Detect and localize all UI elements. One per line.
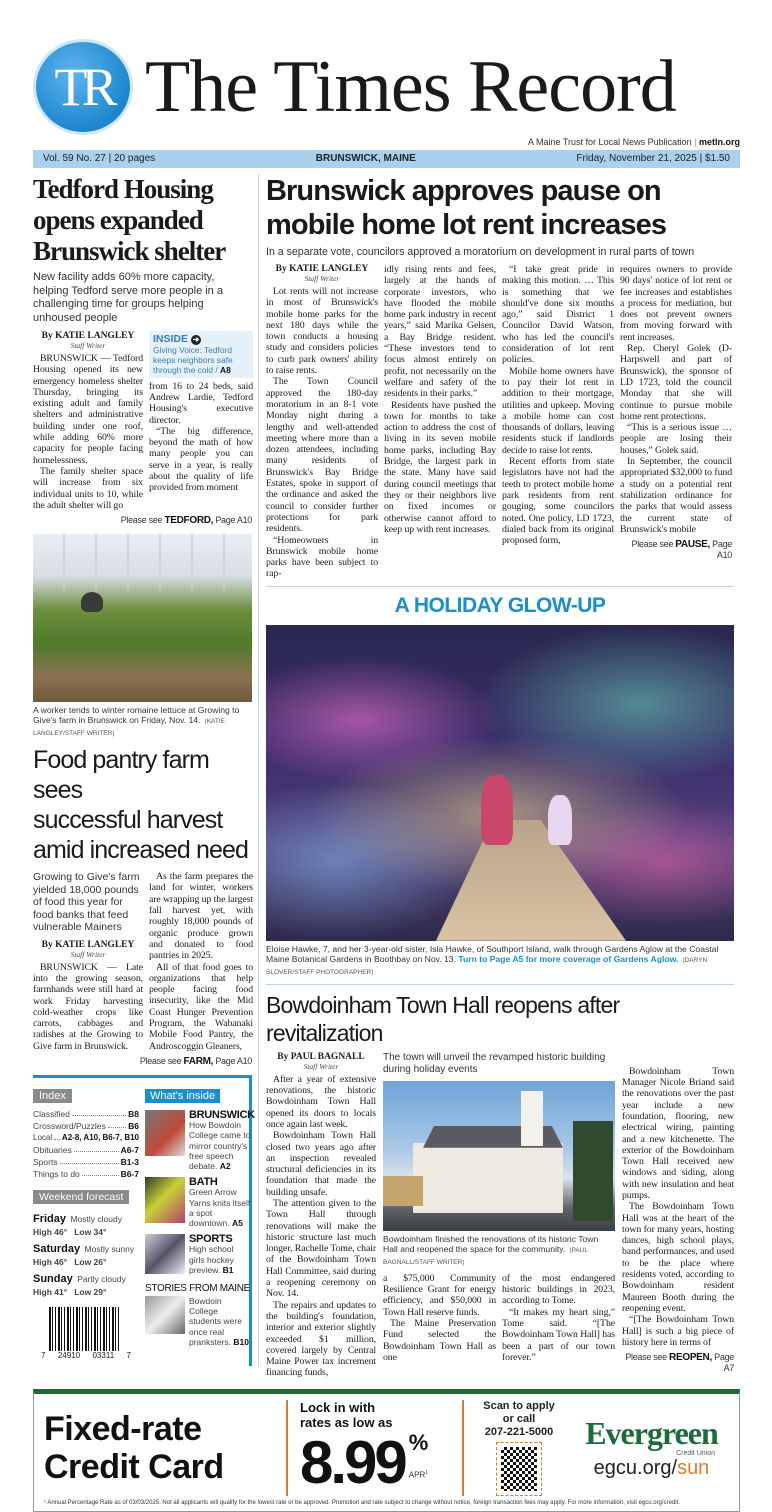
ad-rate-block <box>300 1400 450 1496</box>
paragraph: The family shelter space will increase from six individual units to 10, while the adult shelter will go <box>33 465 143 511</box>
brand-subtitle: Credit Union <box>676 1449 715 1457</box>
tedford-deck: New facility adds 60% more capacity, helping Tedford serve more people in a challenging time for groups helping unhoused people <box>33 271 223 324</box>
holiday-kicker: A HOLIDAY GLOW-UP <box>394 593 606 617</box>
paragraph: from 16 to 24 beds, said Andrew Lardie, Tedford Housing's executive director. <box>149 380 253 426</box>
byline <box>266 264 378 284</box>
byline-role: Staff Writer <box>70 341 106 350</box>
farm-col2 <box>149 871 253 1052</box>
masthead <box>33 38 740 136</box>
photo-credit: (DARYN SLOVER/STAFF PHOTOGRAPHER) <box>266 956 708 976</box>
paragraph: The repairs and updates to the building's foundation, interior and exterior slightly exceeded $1 million, covered largely by Central Maine Power tax increment financing funds, <box>266 1299 376 1379</box>
front-page <box>33 0 740 1512</box>
paragraph: requires owners to provide 90 days' notice of lot rent or fee increases and establishes a process for mediation, but does not prevent owners from moving forward with rent increases. <box>620 264 732 343</box>
ad-headline-line: Fixed-rate <box>44 1409 202 1448</box>
ad-phone[interactable]: 207-221-5000 <box>484 1425 554 1438</box>
forecast-day: Friday Mostly cloudy <box>33 1213 122 1226</box>
barcode <box>49 1307 119 1351</box>
thumbnail <box>145 1296 185 1334</box>
paragraph: “[The Bowdoinham Town Hall] is such a big piece of history here in terms of <box>622 1314 734 1348</box>
ad-divider <box>286 1400 288 1496</box>
main-body <box>266 264 734 580</box>
index-page: A6-7 <box>120 1145 139 1156</box>
tagline-separator: | <box>694 137 697 147</box>
index-title: Index <box>33 1089 72 1103</box>
farm-headline <box>33 745 252 865</box>
inside-box[interactable] <box>149 331 253 378</box>
index-row[interactable] <box>33 1144 139 1156</box>
bowdoinham-col1 <box>266 1052 376 1379</box>
headline-line: opens expanded <box>33 205 203 235</box>
town-hall-photo <box>383 1081 615 1231</box>
bowdoinham-col2 <box>383 1273 496 1363</box>
jump-prefix: Please see <box>120 515 163 526</box>
ad-headline <box>44 1410 274 1486</box>
forecast-day: Saturday Mostly sunny <box>33 1243 135 1256</box>
index-and-forecast <box>33 1086 139 1360</box>
paragraph: Mobile home owners have to pay their lot rent in addition to their mortgage, utilities and upkeep. Moving a mobile home can cost thousands of dollars, leaving residents stuck if landlords decide to raise lot rents. <box>502 365 614 456</box>
byline-role: Staff Writer <box>304 274 340 283</box>
barcode-digits: 7 24910 03311 7 <box>41 1351 131 1361</box>
farm-body <box>33 871 252 1052</box>
byline-name: By KATIE LANGLEY <box>41 939 135 950</box>
main-col3 <box>502 264 614 580</box>
inside-label: INSIDE <box>153 333 189 345</box>
jump-page: Page A10 <box>712 539 732 561</box>
bowdoinham-headline: Bowdoinham Town Hall reopens after revitalization <box>266 991 620 1046</box>
ad-disclaimer: ¹ Annual Percentage Rate as of 03/03/2025. Not all applicants will qualify for the lowest rate or be approved. Promotion and rate subject to change without notice, foreign transaction fees may apply. For more information, visit egcu.org/credit. <box>44 1499 680 1506</box>
paragraph: After a year of extensive renovations, the historic Bowdoinham Town Hall opened its doors to locals once again last week. <box>266 1073 376 1130</box>
paragraph: “This is a serious issue … people are losing their houses,” Golek said. <box>620 422 732 456</box>
index-list <box>33 1108 139 1180</box>
photo-credit: (KATIE LANGLEY/STAFF WRITER) <box>33 718 225 738</box>
main-jump-link[interactable] <box>620 539 732 560</box>
paragraph: As the farm prepares the land for winter, workers are wrapping up the largest fall harvest yet, with roughly 18,000 pounds of organic produce grown and donated to food pantries in 2025. <box>149 871 253 962</box>
whats-inside-item[interactable]: SPORTS High school girls hockey preview. B1 <box>145 1234 251 1275</box>
tagline-text: A Maine Trust for Local News Publication <box>528 137 692 147</box>
paragraph: Lot rents will not increase in most of Brunswick's mobile home parks for the next 180 days while the town conducts a housing study and considers policies to curb park owners' ability to raise rents. <box>266 286 378 377</box>
jump-page: Page A10 <box>215 515 252 526</box>
whats-inside-title: What's inside <box>145 1089 220 1103</box>
index-page: B6 <box>128 1121 139 1132</box>
tagline <box>33 136 740 148</box>
ad-percent: % <box>408 1429 429 1455</box>
jump-prefix: Please see <box>631 539 674 550</box>
right-column <box>266 174 734 1379</box>
gardens-aglow-link[interactable]: Turn to Page A5 for more coverage of Gardens Aglow. <box>458 953 679 964</box>
ad-headline-line: Credit Card <box>44 1447 224 1486</box>
byline-role: Staff Writer <box>303 1061 339 1071</box>
index-label: Things to do <box>33 1169 80 1180</box>
town-hall-photo-caption <box>383 1234 615 1268</box>
tedford-headline <box>33 174 252 267</box>
paragraph: “The big difference, beyond the math of how many people you can serve in a year, is really about the quality of life provided from moment <box>149 425 253 494</box>
location: BRUNSWICK, MAINE <box>315 153 416 164</box>
thumbnail <box>145 1110 185 1156</box>
index-label: Local <box>33 1133 53 1143</box>
byline-name: By PAUL BAGNALL <box>277 1051 365 1062</box>
index-page: B6-7 <box>120 1169 139 1180</box>
forecast-temps: High 46° Low 26° <box>33 1257 107 1268</box>
index-label: Sports <box>33 1157 58 1168</box>
byline-name: By KATIE LANGLEY <box>275 264 369 274</box>
byline <box>33 940 143 960</box>
paragraph: The attention given to the Town Hall through renovations will make the historic structure last much longer, Rachelle Tome, chair of the Bowdoinham Town Hall Committee, said during a reopening ceremony on Nov. 14. <box>266 1197 376 1300</box>
index-page: A2-8, A10, B6-7, B10 <box>61 1133 139 1143</box>
paragraph: BRUNSWICK — Tedford Housing opened its new emergency homeless shelter Thursday, bringing its existing adult and family shelters and administrative building under one roof, while adding 60% more capacity for people facing homelessness. <box>33 353 143 466</box>
thumbnail <box>145 1177 185 1223</box>
paragraph: Recent efforts from state legislators have not had the teeth to protect mobile home park residents from rent gouging, some councilors noted. One policy, LD 1723, dialed back from its original proposed form, <box>502 456 614 547</box>
whats-inside-item[interactable]: BRUNSWICK How Bowdoin College came to mirror country's free speech debate. A2 <box>145 1110 251 1171</box>
section-divider <box>266 984 734 985</box>
gardens-aglow-photo <box>266 625 734 941</box>
weekend-forecast <box>33 1209 139 1297</box>
paragraph: Bowdoinham Town Manager Nicole Briand said the renovations over the past year include a new foundation, flooring, new electrical wiring, painting and a new kitchenette. The exterior of the Bowdoinham Town Hall received new windows and siding, along with new insulation and heat pumps. <box>622 1065 734 1201</box>
jump-key: REOPEN, <box>669 1352 712 1364</box>
left-column <box>33 174 259 1366</box>
site-link[interactable]: metln.org <box>698 137 740 147</box>
ad-rate: 8.99 <box>300 1428 405 1496</box>
ad-url[interactable]: egcu.org/sun <box>593 1456 710 1479</box>
paragraph: The Town Council approved the 180-day moratorium in an 8-1 vote Monday night during a lengthy and well-attended meeting where more than a dozen attendees, including many residents of Brunswick's Bay Bridge Estates, spoke in support of the ordinance and asked the council to consider further protections for park residents. <box>266 376 378 535</box>
forecast-temps: High 46° Low 34° <box>33 1227 107 1238</box>
forecast-title: Weekend forecast <box>33 1190 129 1204</box>
paragraph: “Homeowners in Brunswick mobile home parks have been subject to rap- <box>266 534 378 580</box>
headline-line: mobile home lot rent increases <box>266 209 667 241</box>
main-col4 <box>620 264 732 580</box>
evergreen-logo: Evergreen <box>585 1414 718 1451</box>
newspaper-title: The Times Record <box>145 46 676 128</box>
whats-inside-item[interactable]: STORIES FROM MAINE Bowdoin College students were once real pranksters. B10 <box>145 1283 250 1347</box>
index-row[interactable] <box>33 1156 139 1168</box>
holiday-caption <box>266 944 734 978</box>
paragraph: idly rising rents and fees, largely at the hands of corporate investors, who have flooded the mobile home park industry in recent years,” said Marika Gelsen, a Bay Bridge resident. “These investors tend to focus almost entirely on profit, not necessarily on the welfare and safety of the residents in their parks.” <box>384 264 496 400</box>
headline-line: Tedford Housing <box>33 174 213 204</box>
paragraph: of the most endangered historic buildings in 2023, according to Tome. <box>502 1272 615 1307</box>
main-area <box>33 174 740 1379</box>
farm-deck: Growing to Give's farm yielded 18,000 pounds of food this year for food banks that feed vulnerable Mainers <box>33 871 140 934</box>
index-label: Classified <box>33 1109 70 1120</box>
jump-key: PAUSE, <box>675 539 710 551</box>
whats-inside-item[interactable]: BATH Green Arrow Yarns knits itself a spot downtown. A5 <box>145 1177 251 1228</box>
paragraph: Residents have pushed the town for months to take action to address the cost of living in its seven mobile home parks, including Bay Bridge, the largest park in the state. Many have said during council meetings that they or their neighbors live on fixed incomes or otherwise cannot afford to keep up with rent increases. <box>384 399 496 535</box>
headline-line: amid increased need <box>33 836 248 865</box>
bowdoinham-body <box>266 1052 734 1379</box>
arrow-right-icon: ➜ <box>192 335 200 344</box>
bowdoinham-col4 <box>622 1052 734 1379</box>
index-row[interactable] <box>33 1120 139 1132</box>
caption-text: A worker tends to winter romaine lettuce at Growing to Give's farm in Brunswick on Friday, Nov. 14. <box>33 705 240 726</box>
caption-text: Eloise Hawke, 7, and her 3-year-old sister, Isla Hawke, of Southport Island, walk through Gardens Aglow at the Coastal Maine Botanical Gardens in Boothbay on Nov. 13. <box>266 943 719 964</box>
index-box <box>33 1075 255 1366</box>
tedford-col2 <box>149 331 253 511</box>
index-page: B8 <box>128 1109 139 1120</box>
headline-line: Brunswick approves pause on <box>266 175 661 207</box>
tedford-jump-link[interactable] <box>33 515 252 526</box>
byline <box>266 1052 376 1072</box>
jump-page: Page A7 <box>714 1352 734 1374</box>
byline <box>33 331 143 351</box>
jump-key: FARM, <box>183 1056 214 1068</box>
paragraph: “I take great pride in making this motion. … This is something that we should've done six months ago,” said District 1 Councilor David Watson, who has led the council's consideration of lot rent policies. <box>502 264 614 366</box>
headline-line: successful harvest <box>33 806 223 835</box>
index-label: Crossword/Puzzles <box>33 1121 106 1132</box>
jump-prefix: Please see <box>139 1056 182 1067</box>
bowdoinham-col3 <box>502 1273 615 1363</box>
info-bar <box>33 150 740 168</box>
paragraph: Bowdoinham Town Hall closed two years ago after an inspection revealed structural deficiencies in its foundation that made the building unsafe. <box>266 1130 376 1198</box>
main-headline <box>266 174 734 242</box>
headline-line: Food pantry farm sees <box>33 746 209 805</box>
times-record-logo <box>33 39 133 135</box>
ad-divider <box>462 1400 464 1496</box>
farm-jump-link[interactable] <box>33 1056 252 1067</box>
index-row[interactable] <box>33 1108 139 1120</box>
tedford-body <box>33 331 252 511</box>
farm-photo <box>33 534 252 702</box>
ad-scan-text: Scan to apply or call 207-221-5000 <box>483 1399 555 1438</box>
volume-info: Vol. 59 No. 27 | 20 pages <box>43 153 156 164</box>
forecast-temps: High 41° Low 29° <box>33 1287 107 1298</box>
whats-inside <box>145 1086 255 1360</box>
index-row[interactable] <box>33 1132 139 1144</box>
main-col1 <box>266 264 378 580</box>
paragraph: Rep. Cheryl Golek (D-Harpswell and part of Brunswick), the sponsor of LD 1723, told the council Monday that she will continue to pursue mobile home rent protections. <box>620 343 732 422</box>
section-divider <box>266 586 734 587</box>
headline-line: Brunswick shelter <box>33 236 226 266</box>
ad-brand-block <box>574 1416 729 1480</box>
paragraph: “It makes my heart sing,” Tome said. “[The Bowdoinham Town Hall] has been a part of our town forever.” <box>502 1306 615 1363</box>
date-price: Friday, November 21, 2025 | $1.50 <box>576 153 730 164</box>
inside-page: A8 <box>220 365 231 376</box>
ad-apr: APR$^1$ <box>408 1469 429 1480</box>
bowdoinham-deck: The town will unveil the revamped historic building during holiday events <box>383 1051 606 1075</box>
index-label: Obituaries <box>33 1145 72 1156</box>
byline-role: Staff Writer <box>70 949 106 959</box>
thumbnail <box>145 1234 185 1274</box>
farm-col1 <box>33 871 143 1052</box>
byline-name: By KATIE LANGLEY <box>41 331 135 341</box>
jump-page: Page A10 <box>215 1056 252 1067</box>
main-deck: In a separate vote, councilors approved a moratorium on development in rural parts of town <box>266 246 695 258</box>
ad-scan-block <box>476 1400 562 1496</box>
bowdoinham-center <box>383 1052 615 1379</box>
paragraph: In September, the council appropriated $32,000 to fund a study on a potential rent stabilization ordinance for the parks that would assess the current state of Brunswick's mobile <box>620 456 732 535</box>
paragraph: The Bowdoinham Town Hall was at the heart of the town for many years, hosting dances, high school plays, band performances, and used to be the place where residents voted, according to Bowdoinham resident Maureen Booth during the reopening event. <box>622 1201 734 1314</box>
tedford-col1 <box>33 331 143 511</box>
ad-lock-text: Lock in with rates as low as <box>300 1399 393 1430</box>
inside-text: Giving Voice: Tedford keeps neighbors safe through the cold / <box>153 345 233 376</box>
logo-text: TR <box>54 57 112 117</box>
paragraph: a $75,000 Community Resilience Grant for energy efficiency, and $50,000 in Town Hall reserve funds. <box>383 1272 496 1318</box>
index-page: B1-3 <box>120 1157 139 1168</box>
main-col2 <box>384 264 496 580</box>
index-row[interactable] <box>33 1168 139 1180</box>
evergreen-ad[interactable] <box>33 1389 740 1512</box>
paragraph: The Maine Preservation Fund selected the Bowdoinham Town Hall as one <box>383 1317 496 1363</box>
paragraph: BRUNSWICK — Late into the growing season, farmhands were still hard at work Friday harvesting cold-weather crops like carrots, cabbages and radishes at the Growing to Give farm in Brunswick. <box>33 961 143 1052</box>
bowdoinham-jump-link[interactable] <box>622 1352 734 1373</box>
jump-key: TEDFORD, <box>164 515 214 527</box>
jump-prefix: Please see <box>625 1352 667 1363</box>
photo-credit: (PAUL BAGNALL/STAFF WRITER) <box>383 1246 588 1266</box>
caption-text: Bowdoinham finished the renovations of its historic Town Hall and reopened the space for the community. <box>383 1233 599 1254</box>
farm-photo-caption <box>33 705 252 739</box>
qr-code-icon[interactable] <box>496 1442 542 1496</box>
paragraph: All of that food goes to organizations that help people facing food insecurity, like the Mid Coast Hunger Prevention Program, the Wabanaki Mobile Food Pantry, the Androscoggin Gleaners, <box>149 961 253 1052</box>
forecast-day: Sunday Partly cloudy <box>33 1273 126 1286</box>
